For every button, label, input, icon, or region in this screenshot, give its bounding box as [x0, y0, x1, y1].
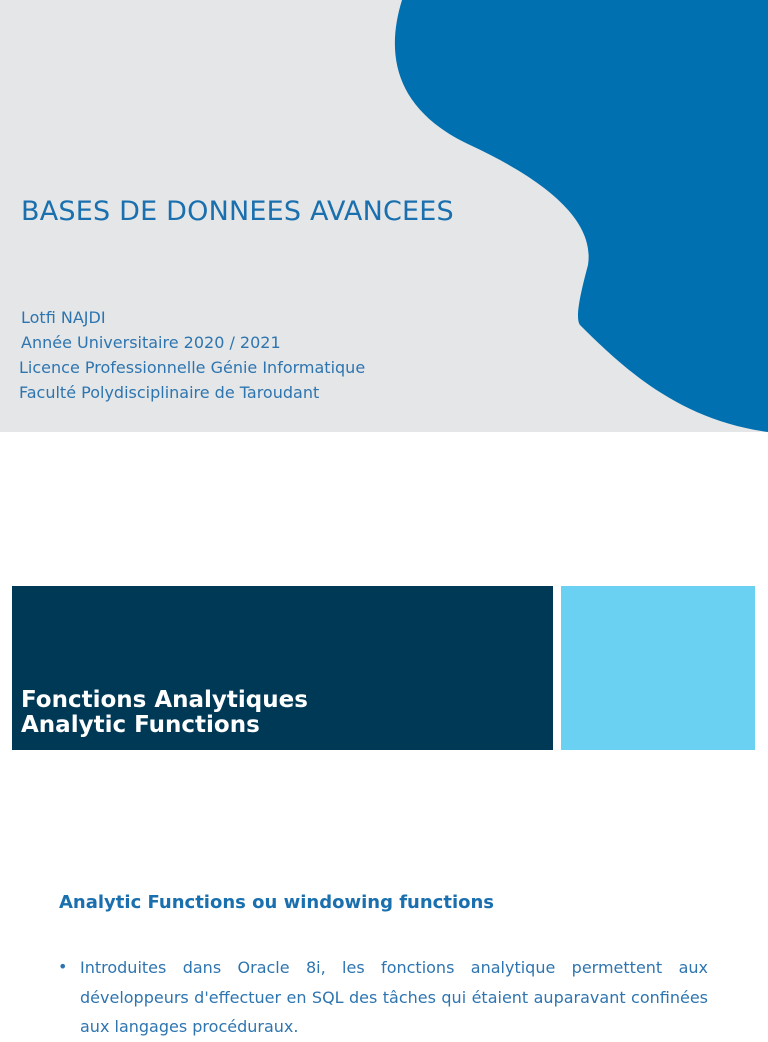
section-slide [0, 432, 768, 776]
accent-box [561, 586, 755, 750]
author-name: Lotfi NAJDI [21, 308, 106, 327]
content-heading: Analytic Functions ou windowing functions [59, 892, 495, 913]
bullet-icon: • [58, 957, 68, 976]
presentation-title: BASES DE DONNEES AVANCEES [21, 196, 454, 227]
section-title-line-1: Fonctions Analytiques [21, 687, 308, 713]
faculty-name: Faculté Polydisciplinaire de Taroudant [19, 383, 320, 402]
title-slide [0, 0, 768, 432]
content-slide [0, 776, 768, 1036]
program-name: Licence Professionnelle Génie Informatique [19, 358, 366, 377]
section-title [21, 688, 308, 738]
section-title-line-2: Analytic Functions [21, 712, 260, 738]
academic-year: Année Universitaire 2020 / 2021 [21, 333, 281, 352]
bullet-text: Introduites dans Oracle 8i, les fonctions analytique permettent aux développeurs d'effectuer en SQL des tâches qui étaient auparavant confinées aux langages procéduraux. [80, 958, 708, 1036]
section-title-box [12, 586, 553, 750]
